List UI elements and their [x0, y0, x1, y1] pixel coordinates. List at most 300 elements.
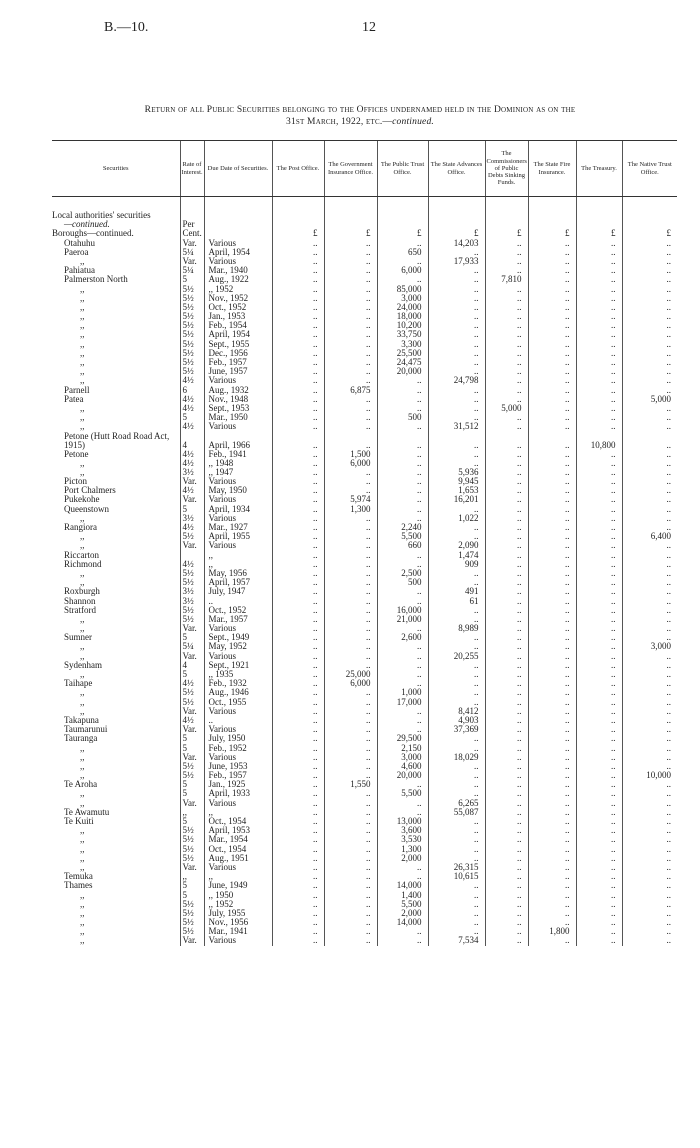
amount-cell: ..	[272, 679, 324, 688]
amount-cell: ..	[428, 358, 485, 367]
due-date: ,, 1935	[204, 670, 272, 679]
amount-cell: ..	[428, 679, 485, 688]
amount-cell: ..	[576, 459, 622, 468]
amount-cell: ..	[428, 688, 485, 697]
amount-cell: ..	[377, 422, 428, 431]
interest-rate: Var.	[180, 753, 204, 762]
amount-cell: ..	[622, 900, 677, 909]
amount-cell: ..	[576, 413, 622, 422]
amount-cell: ..	[485, 936, 528, 945]
amount-cell: ..	[428, 532, 485, 541]
interest-rate: 5½	[180, 845, 204, 854]
interest-rate: 5	[180, 881, 204, 890]
amount-cell: ..	[622, 578, 677, 587]
amount-cell: ..	[528, 633, 576, 642]
amount-cell: ..	[485, 789, 528, 798]
interest-rate: 4½	[180, 404, 204, 413]
table-row	[52, 422, 677, 431]
security-name: Palmerston North	[64, 275, 128, 285]
amount-cell: ..	[272, 900, 324, 909]
amount-cell: ..	[576, 679, 622, 688]
amount-cell: ..	[428, 918, 485, 927]
amount-cell: ..	[428, 321, 485, 330]
amount-cell: ..	[576, 909, 622, 918]
amount-cell: ..	[485, 707, 528, 716]
amount-cell: ..	[272, 881, 324, 890]
table-row	[52, 358, 677, 367]
amount-cell: ..	[272, 716, 324, 725]
security-name: ,,	[80, 284, 85, 294]
spacer-row	[52, 197, 677, 212]
amount-cell: ..	[528, 835, 576, 844]
table-row	[52, 560, 677, 569]
amount-cell: ..	[324, 257, 377, 266]
amount-cell: ..	[528, 771, 576, 780]
due-date: Various	[204, 257, 272, 266]
amount-cell: ..	[576, 248, 622, 257]
interest-rate: 5½	[180, 771, 204, 780]
amount-cell: ..	[324, 422, 377, 431]
due-date: Various	[204, 239, 272, 248]
amount-cell: 500	[377, 578, 428, 587]
table-row	[52, 624, 677, 633]
amount-cell: ..	[576, 578, 622, 587]
col-securities: Securities	[52, 141, 180, 197]
table-row	[52, 340, 677, 349]
table-row	[52, 569, 677, 578]
amount-cell: ..	[428, 835, 485, 844]
amount-cell: ..	[324, 541, 377, 550]
amount-cell: ..	[622, 652, 677, 661]
amount-cell: ..	[576, 551, 622, 560]
due-date: Various	[204, 541, 272, 550]
amount-cell: ..	[428, 266, 485, 275]
security-name: Stratford	[64, 605, 96, 615]
interest-rate: 5	[180, 817, 204, 826]
amount-cell: ..	[324, 661, 377, 670]
amount-cell: ..	[576, 505, 622, 514]
due-date: Various	[204, 799, 272, 808]
amount-cell: ..	[324, 587, 377, 596]
amount-cell: ..	[324, 936, 377, 945]
amount-cell: ..	[528, 936, 576, 945]
due-date: Feb., 1932	[204, 679, 272, 688]
amount-cell: ..	[528, 321, 576, 330]
security-name: ,,	[80, 339, 85, 349]
amount-cell: ..	[272, 909, 324, 918]
amount-cell: ..	[576, 707, 622, 716]
amount-cell: 650	[377, 248, 428, 257]
amount-cell: ..	[272, 349, 324, 358]
amount-cell: ..	[576, 642, 622, 651]
amount-cell: ..	[272, 771, 324, 780]
amount-cell: ..	[377, 927, 428, 936]
amount-cell: ..	[622, 432, 677, 450]
amount-cell: ..	[528, 734, 576, 743]
security-name: Paeroa	[64, 247, 89, 257]
amount-cell: 1,300	[324, 505, 377, 514]
amount-cell: ..	[622, 413, 677, 422]
amount-cell: 10,615	[428, 872, 485, 881]
due-date: Feb., 1957	[204, 771, 272, 780]
amount-cell: ..	[528, 358, 576, 367]
amount-cell: ..	[622, 477, 677, 486]
due-date: Oct., 1955	[204, 698, 272, 707]
amount-cell: ..	[428, 349, 485, 358]
amount-cell: ..	[622, 367, 677, 376]
col-treasury: The Treasury.	[576, 141, 622, 197]
amount-cell: ..	[622, 551, 677, 560]
interest-rate: Var.	[180, 652, 204, 661]
amount-cell: ..	[428, 734, 485, 743]
table-row	[52, 505, 677, 514]
security-name: ,,	[80, 670, 85, 679]
amount-cell: ..	[622, 854, 677, 863]
interest-rate: 4½	[180, 679, 204, 688]
amount-cell: ..	[528, 285, 576, 294]
amount-cell: ..	[622, 936, 677, 945]
amount-cell: ..	[622, 679, 677, 688]
amount-cell: ..	[622, 386, 677, 395]
amount-cell: ..	[324, 817, 377, 826]
amount-cell: ..	[428, 661, 485, 670]
amount-cell: ..	[428, 312, 485, 321]
amount-cell: ..	[528, 294, 576, 303]
amount-cell: ..	[377, 275, 428, 284]
amount-cell: ..	[324, 358, 377, 367]
amount-cell: 18,000	[377, 312, 428, 321]
amount-cell: 1,550	[324, 780, 377, 789]
amount-cell: ..	[485, 376, 528, 385]
amount-cell: ..	[576, 845, 622, 854]
intro-row-1	[52, 211, 677, 220]
amount-cell: ..	[377, 404, 428, 413]
amount-cell: ..	[576, 532, 622, 541]
amount-cell: ..	[528, 450, 576, 459]
amount-cell: ..	[324, 909, 377, 918]
amount-cell: ..	[528, 376, 576, 385]
table-row	[52, 523, 677, 532]
amount-cell: ..	[428, 633, 485, 642]
interest-rate: 3½	[180, 514, 204, 523]
amount-cell: ..	[377, 395, 428, 404]
amount-cell: ..	[377, 808, 428, 817]
amount-cell: 7,810	[485, 275, 528, 284]
table-title	[40, 104, 680, 128]
amount-cell: ..	[622, 725, 677, 734]
security-name: ,,	[80, 513, 85, 523]
amount-cell: ..	[576, 239, 622, 248]
amount-cell: ..	[428, 275, 485, 284]
amount-cell: ..	[485, 817, 528, 826]
amount-cell: ..	[377, 725, 428, 734]
due-date: ,, 1950	[204, 891, 272, 900]
amount-cell: ..	[324, 432, 377, 450]
amount-cell: ..	[528, 808, 576, 817]
amount-cell: ..	[272, 578, 324, 587]
table-row	[52, 661, 677, 670]
interest-rate: 4½	[180, 560, 204, 569]
amount-cell: ..	[272, 505, 324, 514]
amount-cell: ..	[622, 404, 677, 413]
interest-rate: 5	[180, 734, 204, 743]
due-date: April, 1934	[204, 505, 272, 514]
amount-cell: ..	[622, 248, 677, 257]
amount-cell: ..	[428, 642, 485, 651]
security-name: ,,	[80, 927, 85, 937]
interest-rate	[180, 551, 204, 560]
amount-cell: ..	[272, 422, 324, 431]
interest-rate: 5½	[180, 854, 204, 863]
amount-cell: ..	[324, 303, 377, 312]
due-date: June, 1953	[204, 762, 272, 771]
amount-cell: 2,240	[377, 523, 428, 532]
due-date: Various	[204, 495, 272, 504]
amount-cell: ..	[622, 780, 677, 789]
amount-cell: ..	[428, 330, 485, 339]
amount-cell: 2,000	[377, 854, 428, 863]
security-name: Tauranga	[64, 734, 98, 744]
due-date: July, 1955	[204, 909, 272, 918]
interest-rate: 5½	[180, 312, 204, 321]
amount-cell: ..	[377, 514, 428, 523]
amount-cell: ..	[428, 762, 485, 771]
amount-cell: ..	[576, 395, 622, 404]
due-date: Oct., 1954	[204, 817, 272, 826]
amount-cell: ..	[485, 248, 528, 257]
amount-cell: ..	[324, 725, 377, 734]
amount-cell: ..	[576, 486, 622, 495]
amount-cell: ..	[528, 725, 576, 734]
amount-cell: ..	[622, 505, 677, 514]
amount-cell: ..	[377, 936, 428, 945]
table-row	[52, 239, 677, 248]
interest-rate: 3½	[180, 597, 204, 606]
amount-cell: ..	[485, 716, 528, 725]
amount-cell: ..	[428, 615, 485, 624]
securities-table	[52, 140, 677, 946]
amount-cell: ..	[485, 661, 528, 670]
amount-cell: 5,000	[485, 404, 528, 413]
due-date: Mar., 1927	[204, 523, 272, 532]
security-name: Sydenham	[64, 660, 102, 670]
security-name: ,,	[80, 458, 85, 468]
security-name: Queenstown	[64, 504, 109, 514]
amount-cell: ..	[528, 257, 576, 266]
interest-rate: 5	[180, 744, 204, 753]
interest-rate: 5½	[180, 285, 204, 294]
amount-cell: ..	[428, 780, 485, 789]
amount-cell: ..	[272, 376, 324, 385]
amount-cell: ..	[528, 891, 576, 900]
amount-cell: ..	[485, 808, 528, 817]
amount-cell: ..	[485, 891, 528, 900]
amount-cell: ..	[485, 725, 528, 734]
amount-cell: ..	[576, 688, 622, 697]
due-date: Jan., 1953	[204, 312, 272, 321]
amount-cell: 16,000	[377, 606, 428, 615]
security-name: Temuka	[64, 872, 93, 882]
amount-cell: ..	[324, 826, 377, 835]
amount-cell: ..	[485, 835, 528, 844]
amount-cell: ..	[272, 450, 324, 459]
amount-cell: ..	[622, 762, 677, 771]
table-row	[52, 744, 677, 753]
table-row	[52, 881, 677, 890]
due-date: Feb., 1957	[204, 358, 272, 367]
table-row	[52, 275, 677, 284]
amount-cell: ..	[576, 624, 622, 633]
amount-cell: ..	[377, 799, 428, 808]
amount-cell: ..	[485, 780, 528, 789]
amount-cell: ..	[528, 909, 576, 918]
security-name: ,,	[80, 367, 85, 377]
amount-cell: ..	[485, 367, 528, 376]
col-state-fire: The State Fire Insurance.	[528, 141, 576, 197]
table-row	[52, 376, 677, 385]
amount-cell: ..	[622, 486, 677, 495]
amount-cell: ..	[528, 698, 576, 707]
amount-cell: 24,475	[377, 358, 428, 367]
amount-cell: 3,000	[377, 753, 428, 762]
security-name: ,,	[80, 697, 85, 707]
amount-cell: ..	[528, 918, 576, 927]
currency-mark: £	[528, 229, 576, 238]
due-date: April, 1954	[204, 248, 272, 257]
amount-cell: ..	[324, 404, 377, 413]
amount-cell: ..	[528, 578, 576, 587]
amount-cell: 21,000	[377, 615, 428, 624]
amount-cell: ..	[324, 845, 377, 854]
amount-cell: 10,800	[576, 432, 622, 450]
amount-cell: ..	[324, 413, 377, 422]
interest-rate: Var.	[180, 541, 204, 550]
table-row	[52, 386, 677, 395]
amount-cell: ..	[576, 330, 622, 339]
amount-cell: ..	[528, 652, 576, 661]
amount-cell: ..	[576, 514, 622, 523]
amount-cell: 8,412	[428, 707, 485, 716]
amount-cell: ..	[485, 422, 528, 431]
amount-cell: ..	[485, 771, 528, 780]
amount-cell: 20,000	[377, 771, 428, 780]
amount-cell: ..	[528, 422, 576, 431]
amount-cell: ..	[272, 294, 324, 303]
due-date: June, 1949	[204, 881, 272, 890]
security-name: Richmond	[64, 559, 102, 569]
amount-cell: ..	[324, 569, 377, 578]
table-row	[52, 789, 677, 798]
amount-cell: ..	[324, 633, 377, 642]
table-row	[52, 817, 677, 826]
interest-rate: 4½	[180, 486, 204, 495]
amount-cell: 2,150	[377, 744, 428, 753]
due-date: Sept., 1955	[204, 340, 272, 349]
amount-cell: ..	[622, 376, 677, 385]
amount-cell: ..	[622, 569, 677, 578]
due-date: Nov., 1952	[204, 294, 272, 303]
security-name: ,,	[80, 688, 85, 698]
due-date: ,,	[204, 808, 272, 817]
amount-cell: 8,989	[428, 624, 485, 633]
amount-cell: 5,000	[622, 395, 677, 404]
amount-cell: ..	[622, 744, 677, 753]
amount-cell: ..	[485, 881, 528, 890]
interest-rate: 5½	[180, 606, 204, 615]
amount-cell: ..	[324, 514, 377, 523]
amount-cell: ..	[622, 266, 677, 275]
amount-cell: ..	[485, 918, 528, 927]
due-date: Dec., 1956	[204, 349, 272, 358]
interest-rate: 5½	[180, 358, 204, 367]
amount-cell: 1,800	[528, 927, 576, 936]
amount-cell: ..	[528, 716, 576, 725]
amount-cell: ..	[622, 891, 677, 900]
table-row	[52, 450, 677, 459]
currency-mark: £	[272, 229, 324, 238]
amount-cell: ..	[324, 294, 377, 303]
amount-cell: 7,534	[428, 936, 485, 945]
amount-cell: ..	[622, 698, 677, 707]
amount-cell: ..	[272, 486, 324, 495]
amount-cell: ..	[428, 413, 485, 422]
amount-cell: ..	[528, 762, 576, 771]
amount-cell: ..	[324, 624, 377, 633]
amount-cell: ..	[272, 863, 324, 872]
due-date: Sept., 1921	[204, 661, 272, 670]
amount-cell: ..	[576, 725, 622, 734]
amount-cell: ..	[622, 615, 677, 624]
security-name: Shannon	[64, 596, 96, 606]
amount-cell: ..	[485, 468, 528, 477]
amount-cell: ..	[428, 386, 485, 395]
amount-cell: ..	[272, 239, 324, 248]
amount-cell: ..	[324, 707, 377, 716]
due-date: Jan., 1925	[204, 780, 272, 789]
table-row	[52, 459, 677, 468]
due-date: May, 1952	[204, 642, 272, 651]
due-date: Feb., 1952	[204, 744, 272, 753]
amount-cell: ..	[272, 762, 324, 771]
interest-rate: 5½	[180, 615, 204, 624]
amount-cell: ..	[324, 349, 377, 358]
interest-rate: Var.	[180, 624, 204, 633]
amount-cell: ..	[485, 330, 528, 339]
amount-cell: ..	[428, 670, 485, 679]
amount-cell: ..	[576, 936, 622, 945]
amount-cell: 61	[428, 597, 485, 606]
amount-cell: ..	[324, 881, 377, 890]
amount-cell: ..	[324, 376, 377, 385]
security-name: ,,	[80, 578, 85, 588]
table-row	[52, 349, 677, 358]
amount-cell: ..	[622, 624, 677, 633]
amount-cell: ..	[622, 835, 677, 844]
amount-cell: ..	[576, 266, 622, 275]
interest-rate: 5½	[180, 340, 204, 349]
amount-cell: ..	[622, 918, 677, 927]
security-name: ,,	[80, 743, 85, 753]
amount-cell: ..	[622, 872, 677, 881]
amount-cell: ..	[622, 597, 677, 606]
interest-rate: Var.	[180, 495, 204, 504]
amount-cell: ..	[576, 340, 622, 349]
security-name: Taumarunui	[64, 725, 108, 735]
amount-cell: ..	[576, 789, 622, 798]
amount-cell: ..	[324, 808, 377, 817]
amount-cell: ..	[576, 927, 622, 936]
table-row	[52, 468, 677, 477]
